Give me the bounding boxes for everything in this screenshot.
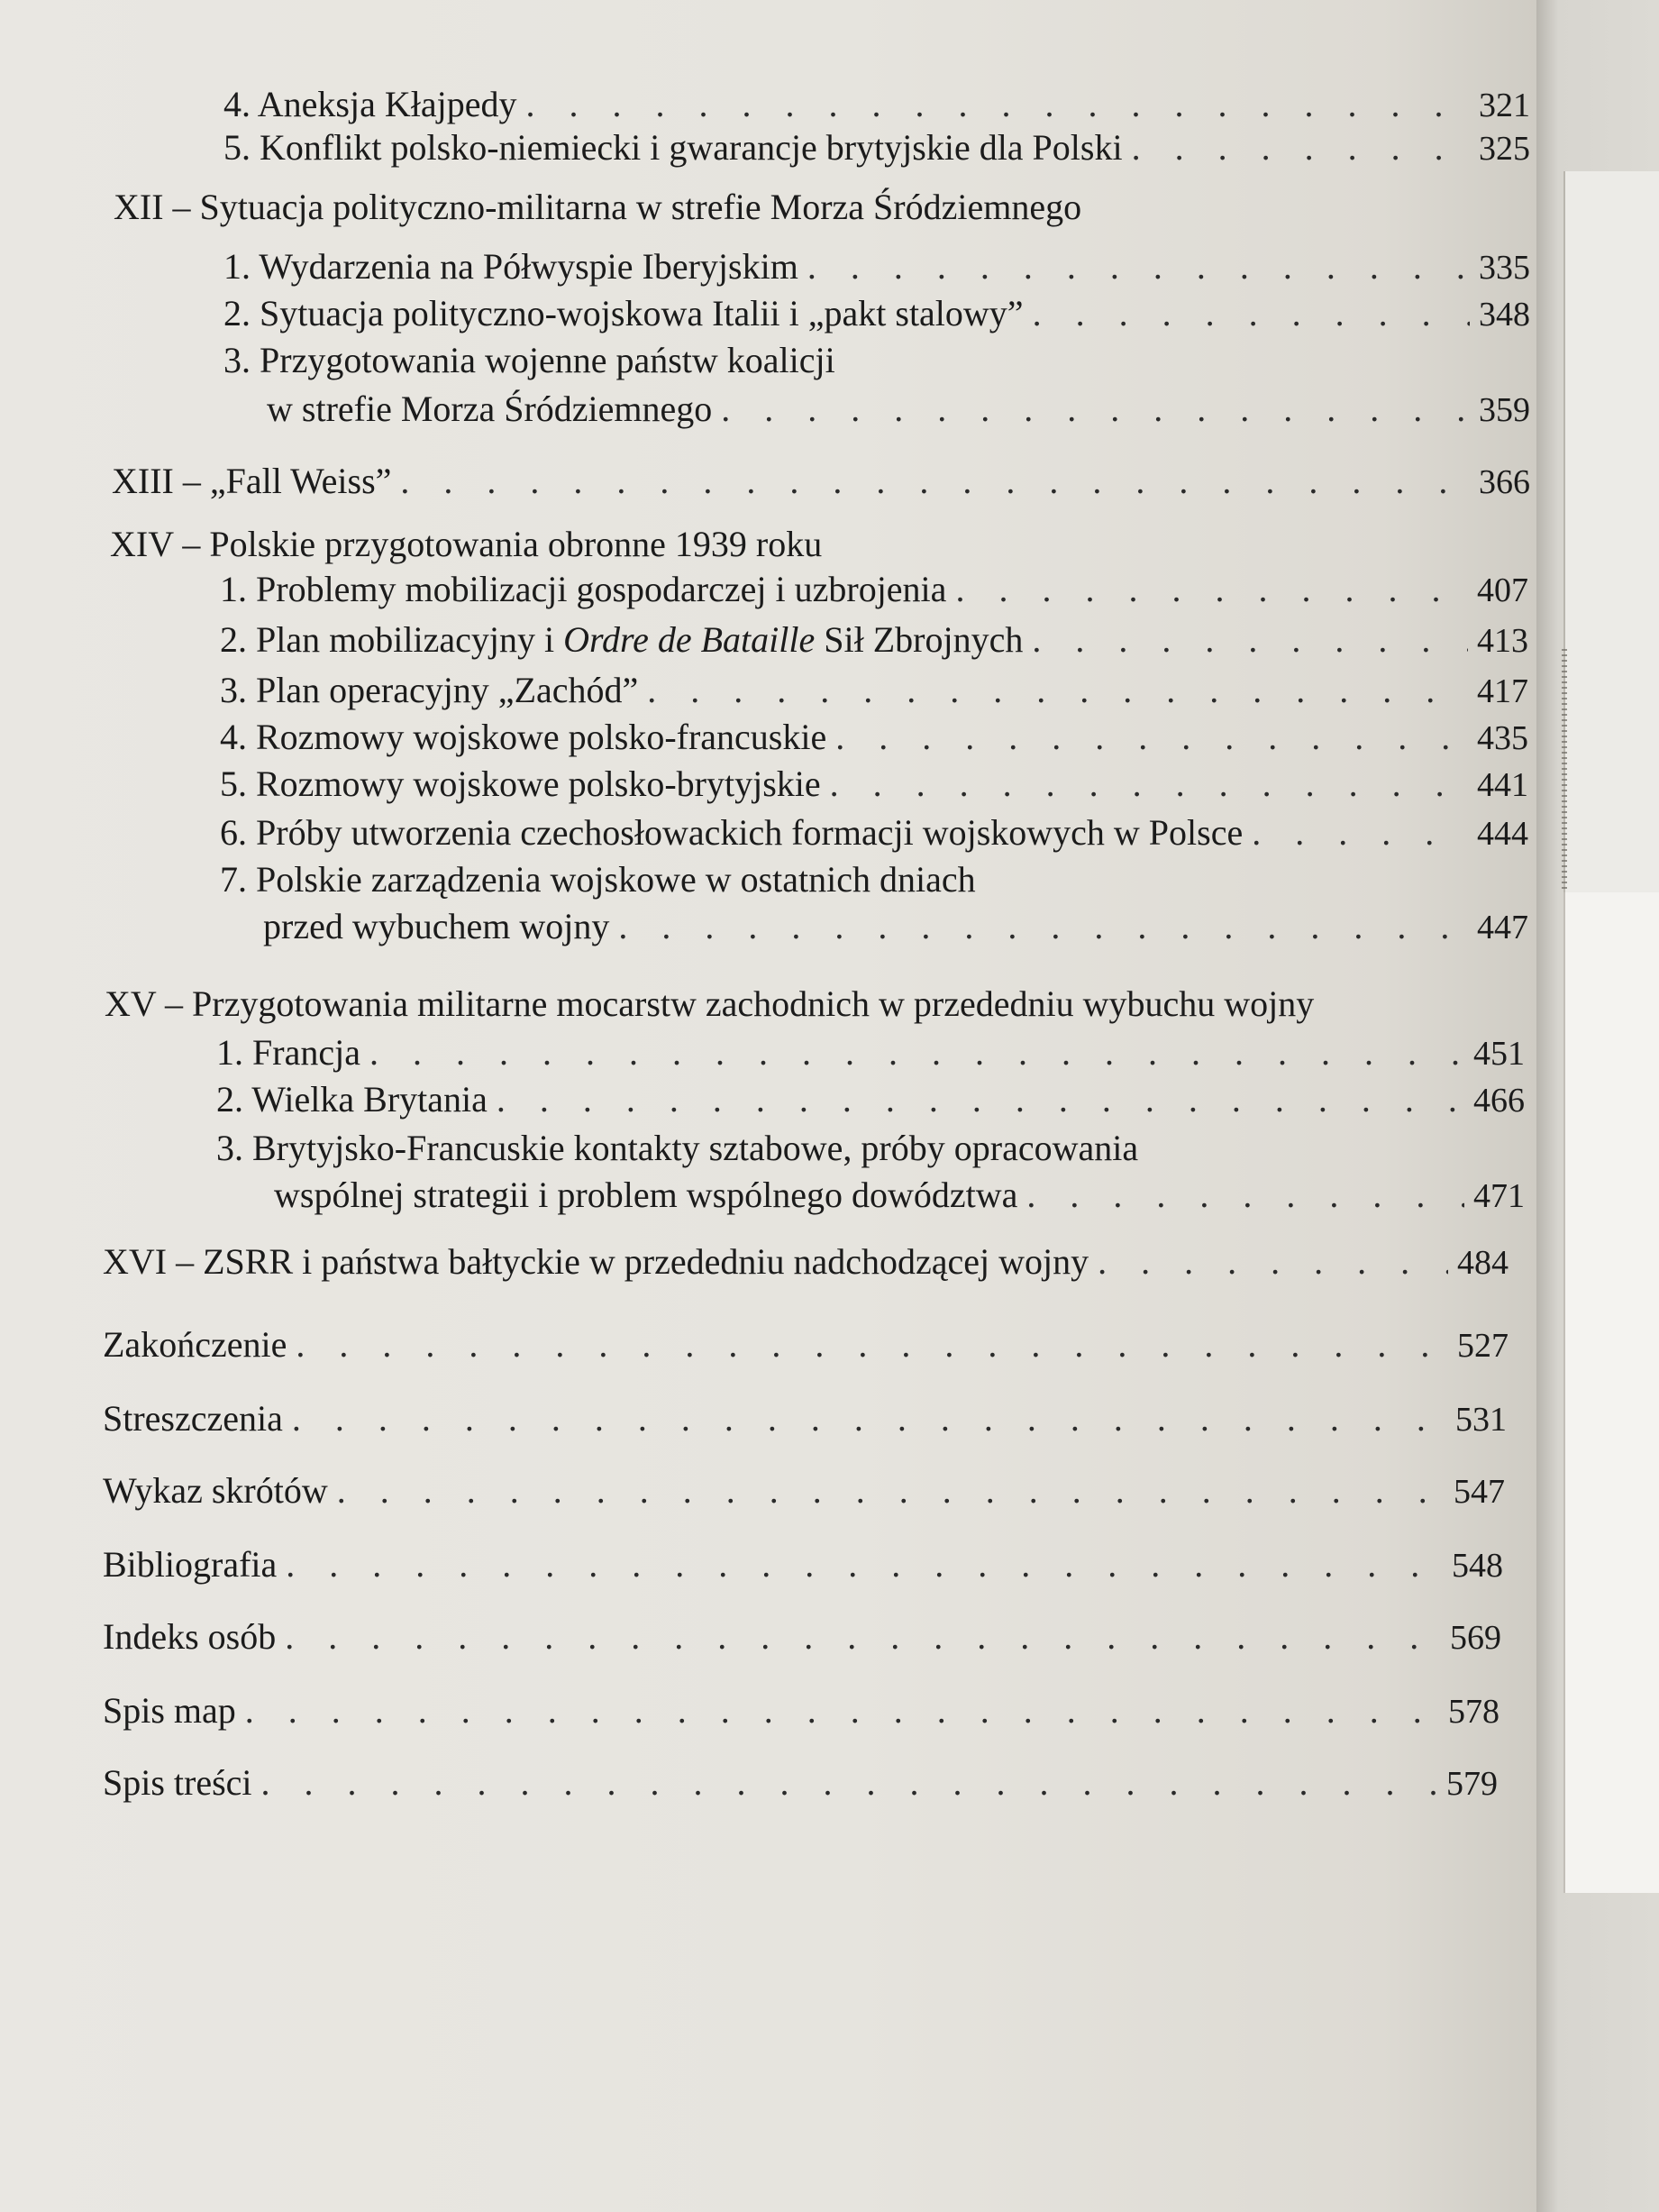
toc-entry-title: 2. Wielka Brytania <box>216 1079 488 1120</box>
toc-entry-title: Spis map <box>103 1690 236 1731</box>
back-matter-entry <box>103 1469 1505 1513</box>
toc-entry-title: 3. Brytyjsko-Francuskie kontakty sztabowe, próby opracowania <box>216 1128 1139 1168</box>
leader-dots <box>721 388 1470 431</box>
chapter-heading <box>103 1240 1509 1284</box>
toc-page-number: 407 <box>1477 571 1528 609</box>
back-matter-entry <box>103 1323 1509 1367</box>
binding-edge <box>1562 649 1567 892</box>
toc-entry <box>223 126 1530 170</box>
leader-dots <box>830 763 1468 806</box>
toc-page-number: 359 <box>1479 391 1530 429</box>
leader-dots <box>245 1689 1439 1732</box>
toc-entry-title: w strefie Morza Śródziemnego <box>267 388 713 429</box>
leader-dots <box>807 245 1470 288</box>
toc-page-number: 441 <box>1477 766 1528 804</box>
toc-entry <box>216 1078 1525 1122</box>
toc-entry-title: Bibliografia <box>103 1544 278 1585</box>
toc-page-number: 435 <box>1477 719 1528 757</box>
toc-page-number: 578 <box>1448 1693 1499 1731</box>
chapter-heading <box>112 460 1530 504</box>
leader-dots <box>296 1323 1448 1367</box>
leader-dots <box>835 716 1468 759</box>
toc-entry <box>267 388 1530 432</box>
toc-entry-title: 1. Francja <box>216 1032 360 1073</box>
toc-entry-title: XIII – „Fall Weiss” <box>112 461 392 501</box>
title-part: 2. Plan mobilizacyjny i <box>220 619 564 660</box>
toc-entry-title: 4. Rozmowy wojskowe polsko-francuskie <box>220 717 827 757</box>
leader-dots <box>292 1397 1446 1440</box>
toc-entry <box>220 568 1528 612</box>
toc-page-number: 547 <box>1454 1473 1505 1511</box>
toc-page-number: 451 <box>1473 1035 1525 1073</box>
chapter-heading: XIV – Polskie przygotowania obronne 1939 roku <box>110 524 823 564</box>
leader-dots <box>1252 811 1468 855</box>
toc-entry-title: 1. Problemy mobilizacji gospodarczej i uzbrojenia <box>220 569 947 609</box>
leader-dots <box>400 460 1470 503</box>
toc-entry-title <box>220 618 1023 662</box>
leader-dots <box>618 905 1468 948</box>
toc-page-number: 417 <box>1477 672 1528 710</box>
toc-page-number: 531 <box>1455 1401 1507 1439</box>
title-part: Sił Zbrojnych <box>815 619 1024 660</box>
toc-entry <box>220 763 1528 807</box>
toc-page-number: 321 <box>1479 87 1530 124</box>
toc-page-number: 548 <box>1452 1547 1503 1585</box>
back-matter-entry <box>103 1615 1501 1659</box>
toc-page-number: 484 <box>1457 1244 1509 1282</box>
toc-entry-title: 7. Polskie zarządzenia wojskowe w ostatnich dniach <box>220 859 976 900</box>
leader-dots <box>955 568 1468 611</box>
toc-page-number: 366 <box>1479 463 1530 501</box>
paper-insert-lower <box>1563 892 1659 1893</box>
toc-entry <box>220 716 1528 760</box>
toc-page-number: 569 <box>1450 1619 1501 1657</box>
toc-entry-title: 5. Konflikt polsko-niemiecki i gwarancje brytyjskie dla Polski <box>223 127 1123 168</box>
back-matter-entry <box>103 1689 1499 1733</box>
leader-dots <box>1098 1240 1448 1284</box>
toc-entry-title: 2. Sytuacja polityczno-wojskowa Italii i „pakt stalowy” <box>223 293 1024 334</box>
leader-dots <box>526 83 1471 126</box>
title-italic-part: Ordre de Bataille <box>563 619 816 660</box>
toc-entry <box>263 905 1528 949</box>
toc-entry-title: 3. Przygotowania wojenne państw koalicji <box>223 340 835 380</box>
toc-entry-title: 5. Rozmowy wojskowe polsko-brytyjskie <box>220 763 821 804</box>
toc-entry <box>223 83 1530 127</box>
toc-page-number: 579 <box>1446 1765 1498 1803</box>
leader-dots <box>1032 618 1468 662</box>
leader-dots <box>337 1469 1445 1513</box>
toc-page-number: 471 <box>1473 1177 1525 1215</box>
toc-entry <box>216 1031 1525 1075</box>
toc-entry-title: 6. Próby utworzenia czechosłowackich formacji wojskowych w Polsce <box>220 812 1244 853</box>
toc-page-number: 335 <box>1479 249 1530 287</box>
back-matter-entry <box>103 1543 1503 1587</box>
leader-dots <box>647 669 1468 712</box>
paper-insert <box>1563 171 1659 892</box>
toc-entry-title: Wykaz skrótów <box>103 1470 328 1511</box>
toc-entry-title: Streszczenia <box>103 1398 283 1439</box>
back-matter-entry <box>103 1397 1507 1441</box>
toc-entry-title: 3. Plan operacyjny „Zachód” <box>220 670 639 710</box>
leader-dots <box>1132 126 1470 169</box>
toc-page-number: 466 <box>1473 1082 1525 1120</box>
toc-entry <box>223 245 1530 289</box>
leader-dots <box>1033 292 1470 335</box>
toc-entry-title: 4. Aneksja Kłajpedy <box>223 84 517 124</box>
toc-page-number: 444 <box>1477 815 1528 853</box>
leader-dots <box>497 1078 1464 1121</box>
toc-page-number: 447 <box>1477 909 1528 946</box>
toc-entry-title: Indeks osób <box>103 1616 277 1657</box>
back-matter-entry <box>103 1761 1498 1805</box>
leader-dots <box>286 1543 1443 1586</box>
toc-page-number: 325 <box>1479 130 1530 168</box>
toc-entry <box>220 811 1528 855</box>
toc-page-number: 348 <box>1479 296 1530 334</box>
toc-entry <box>220 618 1528 663</box>
leader-dots <box>261 1761 1437 1805</box>
toc-entry <box>223 292 1530 336</box>
toc-entry-title: przed wybuchem wojny <box>263 906 610 946</box>
toc-entry-title: Spis treści <box>103 1762 252 1803</box>
leader-dots <box>285 1615 1441 1659</box>
chapter-heading: XV – Przygotowania militarne mocarstw zachodnich w przededniu wybuchu wojny <box>105 983 1315 1024</box>
chapter-heading: XII – Sytuacja polityczno-militarna w strefie Morza Śródziemnego <box>114 187 1082 227</box>
toc-page-number: 413 <box>1477 622 1528 660</box>
toc-entry <box>274 1174 1525 1218</box>
toc-entry-title: XVI – ZSRR i państwa bałtyckie w przededniu nadchodzącej wojny <box>103 1241 1089 1282</box>
toc-entry <box>220 669 1528 713</box>
leader-dots <box>1026 1174 1464 1217</box>
toc-page-number: 527 <box>1457 1327 1509 1365</box>
toc-entry-title: wspólnej strategii i problem wspólnego dowództwa <box>274 1175 1018 1215</box>
toc-entry-title: 1. Wydarzenia na Półwyspie Iberyjskim <box>223 246 798 287</box>
leader-dots <box>369 1031 1464 1074</box>
toc-entry-title: Zakończenie <box>103 1324 287 1365</box>
